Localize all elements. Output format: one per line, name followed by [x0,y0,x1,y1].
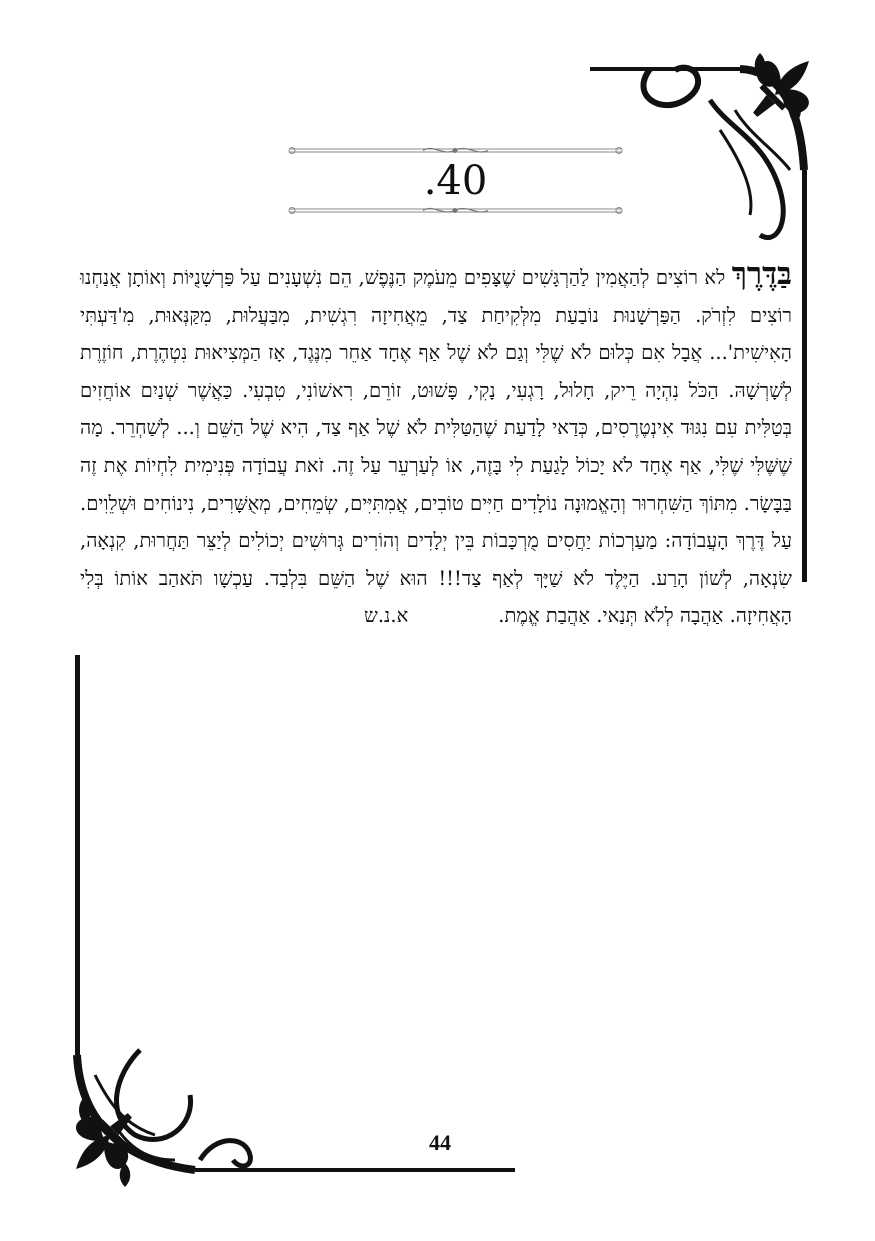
author-signature: א.נ.ש [364,604,409,628]
lead-word: בַּדֶּרֶךְ [731,256,792,292]
body-paragraph [80,256,792,635]
corner-ornament-bottom-left-icon [55,655,525,1195]
decorative-rule-top-icon [288,144,623,156]
chapter-number: .40 [423,158,488,204]
decorative-rule-bottom-icon [288,204,623,216]
chapter-heading [288,144,623,220]
body-text: לא רוֹצִים לְהַאֲמִין לַהַרְגָּשִׁים שֶׁצָּפִים מֵעֹמֶק הַנֶּפֶשׁ, הֵם נִשְׁעָנִים עַל פַּרְשָׁנֻיּוֹת וְאוֹתָן אֲנַחְנוּ רוֹצִים לִזְרֹק. הַפַּרְשָׁנוּת נוֹבַעַת מִלְּקִיחַת צַד, מֵאֲחִיזָה רִגְשִׁית, מִבַּעֲלוּת, מִקַּנְּאוּת, מִ'דַּעְתִּי הָאִישִׁית'... אֲבָל אִם כְּלוּם לֹא שֶׁלִּי וְגַם לֹא שֶׁל אַף אֶחָד אַחֵר מִנֶּגֶד, אָז הַמְּצִיאוּת נִטְהֶרֶת, חוֹזֶרֶת לְשָׁרְשָׁהּ. הַכֹּל נִהְיָה רֵיק, חָלוּל, רָגְעִי, נָקִי, פָּשׁוּט, זוֹרֵם, רִאשׁוֹנִי, טִבְעִי. כַּאֲשֶׁר שְׁנַיִם אוֹחֲזִים בְּטַלִּית עִם נִגּוּד אִינְטֶרֶסִים, כְּדַאי לָדַעַת שֶׁהַטַּלִּית לֹא שֶׁל אַף צַד, הִיא שֶׁל הַשֵּׁם וְ... לְשַׁחְרֵר. מָה שֶׁשֶּׁלִּי שֶׁלִּי, אַף אֶחָד לֹא יָכוֹל לָגַעַת לִי בָּזֶה, אוֹ לְעַרְעֵר עַל זֶה. זֹאת עֲבוֹדָה פְּנִימִית לִחְיוֹת אֶת זֶה בַּבָּשָׂר. מִתּוֹךְ הַשִּׁחְרוּר וְהָאֱמוּנָה נוֹלָדִים חַיִּים טוֹבִים, אֲמִתִּיִּים, שְׂמֵחִים, מְאֻשָּׁרִים, נִינוֹחִים וּשְׁלֵוִים. עַל דֶּרֶךְ הָעֲבוֹדָה: מַעַרְכוֹת יַחֲסִים מֻרְכָּבוֹת בֵּין יְלָדִים וְהוֹרִים גְּרוּשִׁים יְכוֹלִים לְיַצֵּר תַּחֲרוּת, קִנְאָה, שִׂנְאָה, לְשׁוֹן הָרַע. הַיֶּלֶד לֹא שַׁיָּךְ לְאַף צַד!!! הוּא שֶׁל הַשֵּׁם בִּלְבַד. עַכְשָׁו תֹּאהַב אוֹתוֹ בְּלִי הָאֲחִיזָה. אַהֲבָה לְלֹא תְּנַאי. אַהֲבַת אֱמֶת. [80,266,792,628]
page-number: 44 [429,1130,451,1155]
